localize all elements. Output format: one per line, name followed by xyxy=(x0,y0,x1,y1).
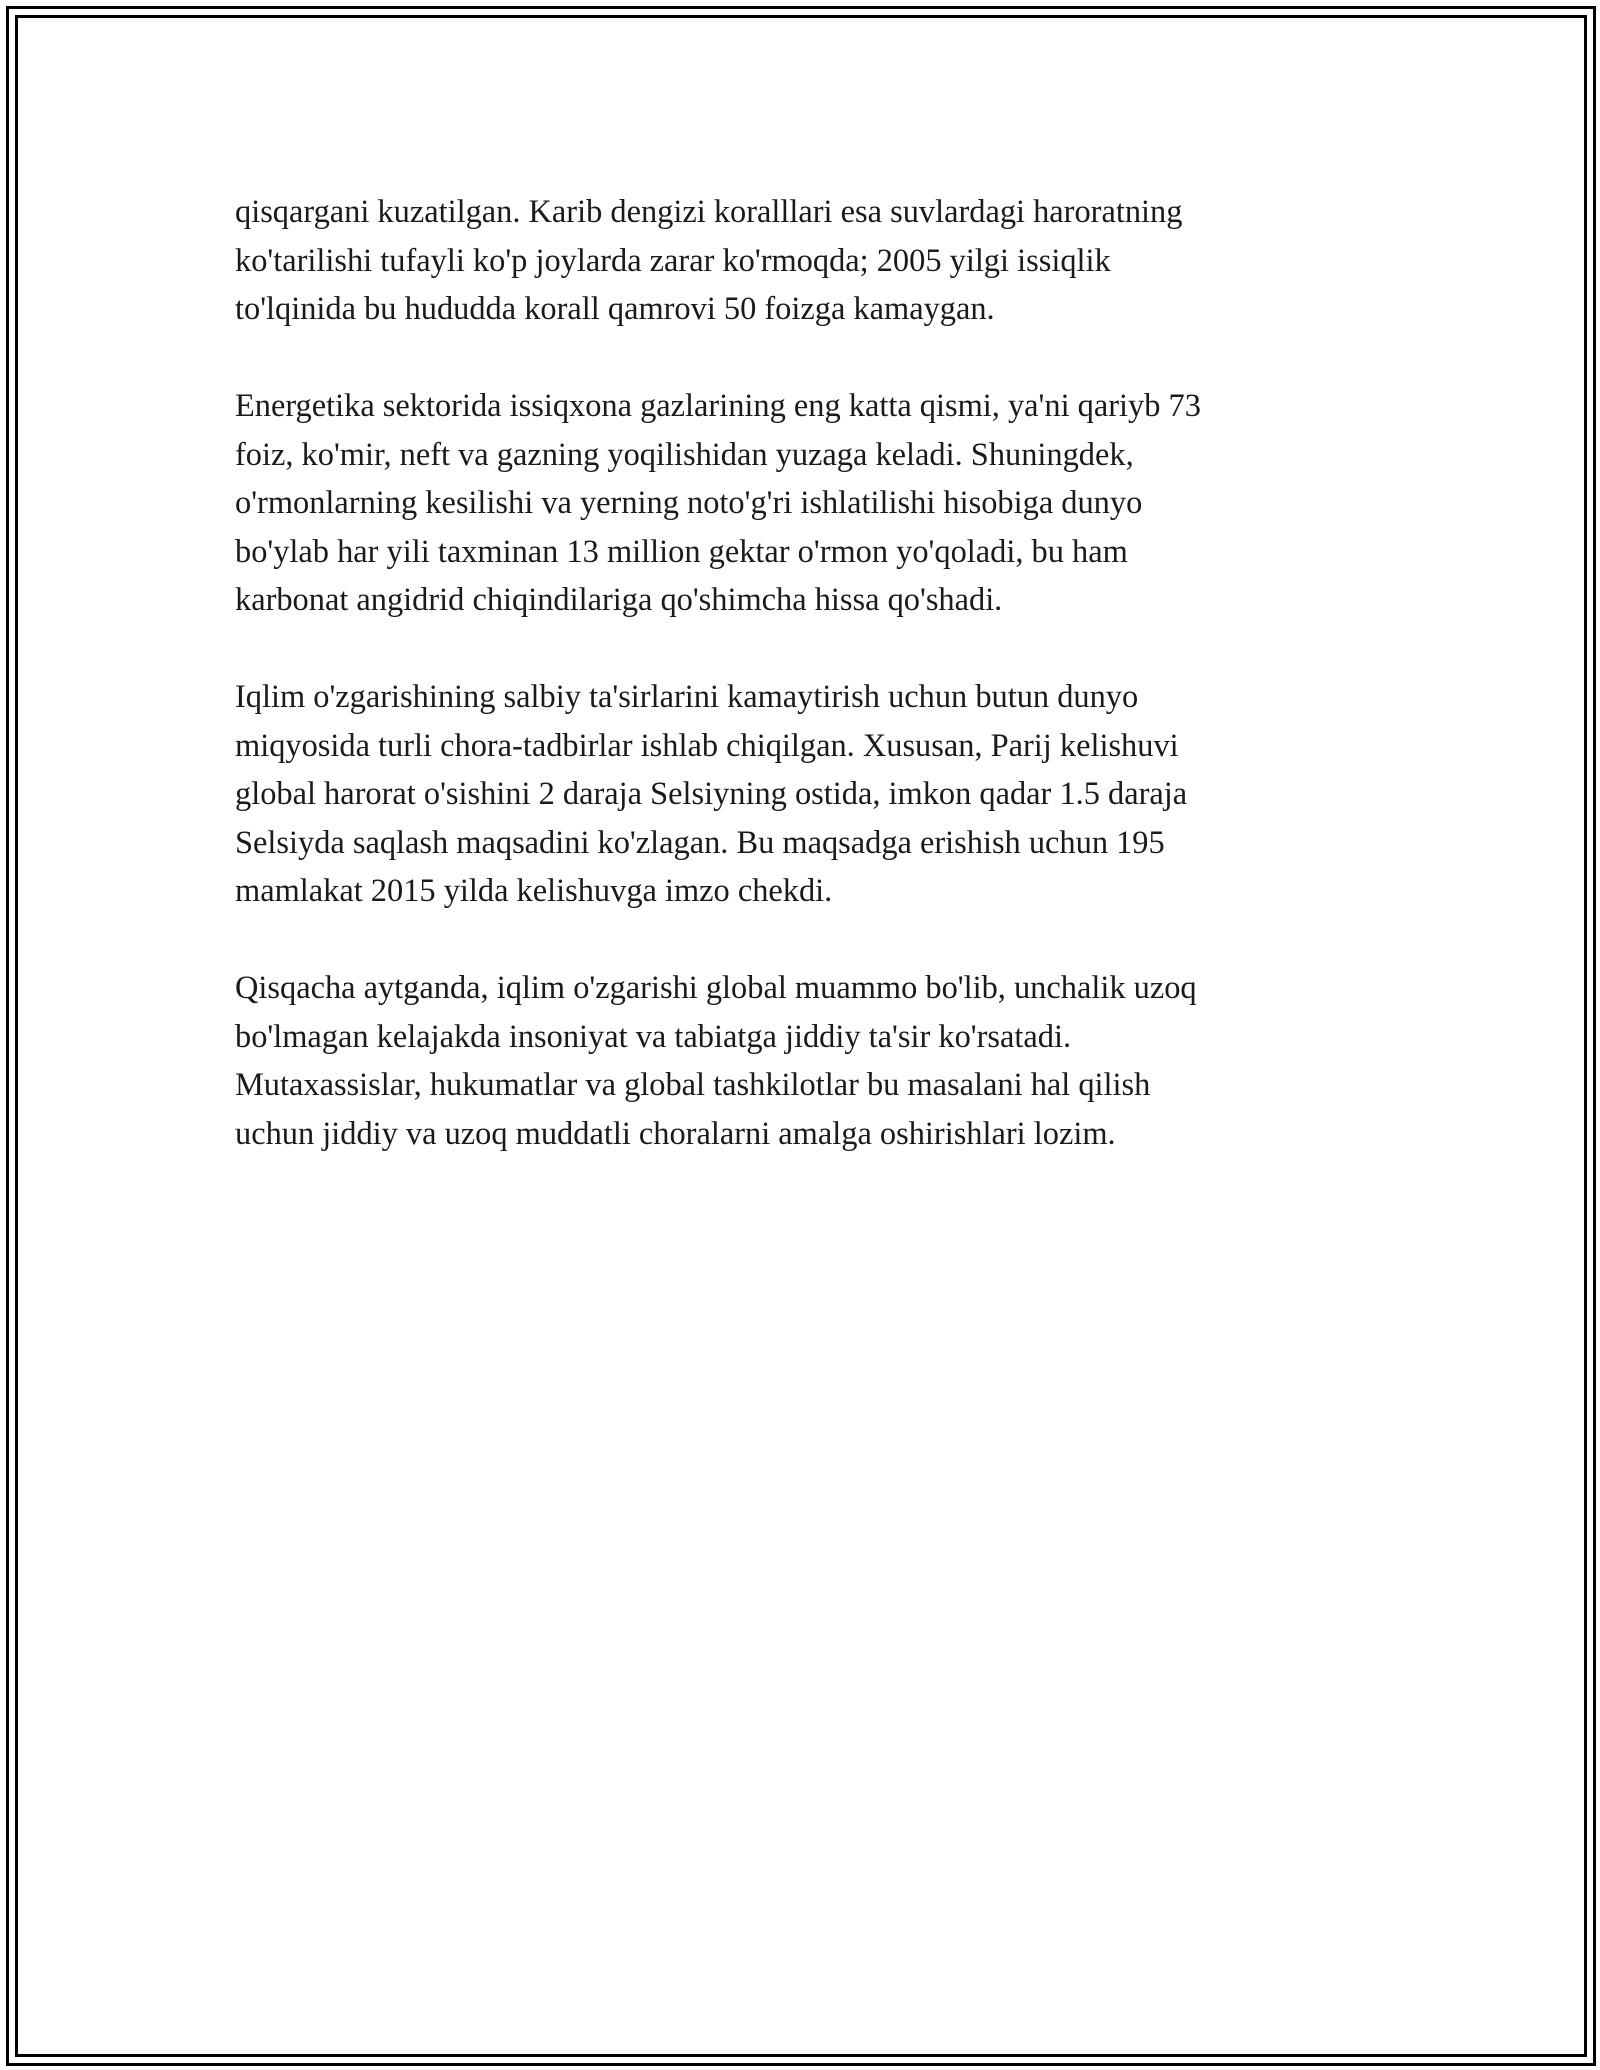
text-line: ko'tarilishi tufayli ko'p joylarda zarar ko'rmoqda; 2005 yilgi issiqlik xyxy=(235,242,1111,279)
text-line: qisqargani kuzatilgan. Karib dengizi koralllari esa suvlardagi haroratning xyxy=(235,194,1183,230)
text-line: to'lqinida bu hududda korall qamrovi 50 foizga kamaygan. xyxy=(235,291,995,327)
text-line: foiz, ko'mir, neft va gazning yoqilishidan yuzaga keladi. Shuningdek, xyxy=(235,436,1134,473)
paragraph xyxy=(235,382,1365,625)
text-line: mamlakat 2015 yilda kelishuvga imzo chekdi. xyxy=(235,873,833,909)
text-line: karbonat angidrid chiqindilariga qo'shimcha hissa qo'shadi. xyxy=(235,582,1003,618)
text-line: global harorat o'sishini 2 daraja Selsiyning ostida, imkon qadar 1.5 daraja xyxy=(235,776,1188,812)
text-line: uchun jiddiy va uzoq muddatli choralarni amalga oshirishlari lozim. xyxy=(235,1115,1116,1152)
text-line: Iqlim o'zgarishining salbiy ta'sirlarini kamaytirish uchun butun dunyo xyxy=(235,679,1139,715)
text-line: Mutaxassislar, hukumatlar va global tashkilotlar bu masalani hal qilish xyxy=(235,1067,1151,1103)
document-body xyxy=(235,188,1365,1207)
text-line: Selsiyda saqlash maqsadini ko'zlagan. Bu maqsadga erishish uchun 195 xyxy=(235,824,1165,861)
paragraph xyxy=(235,188,1365,334)
paragraph xyxy=(235,964,1365,1158)
text-line: Qisqacha aytganda, iqlim o'zgarishi global muammo bo'lib, unchalik uzoq xyxy=(235,970,1197,1006)
text-line: o'rmonlarning kesilishi va yerning noto'g'ri ishlatilishi hisobiga dunyo xyxy=(235,485,1143,521)
text-line: miqyosida turli chora-tadbirlar ishlab chiqilgan. Xususan, Parij kelishuvi xyxy=(235,727,1179,764)
text-line: bo'ylab har yili taxminan 13 million gektar o'rmon yo'qoladi, bu ham xyxy=(235,533,1128,570)
text-line: bo'lmagan kelajakda insoniyat va tabiatga jiddiy ta'sir ko'rsatadi. xyxy=(235,1018,1072,1055)
text-line: Energetika sektorida issiqxona gazlarining eng katta qismi, ya'ni qariyb 73 xyxy=(235,388,1201,424)
paragraph xyxy=(235,673,1365,916)
